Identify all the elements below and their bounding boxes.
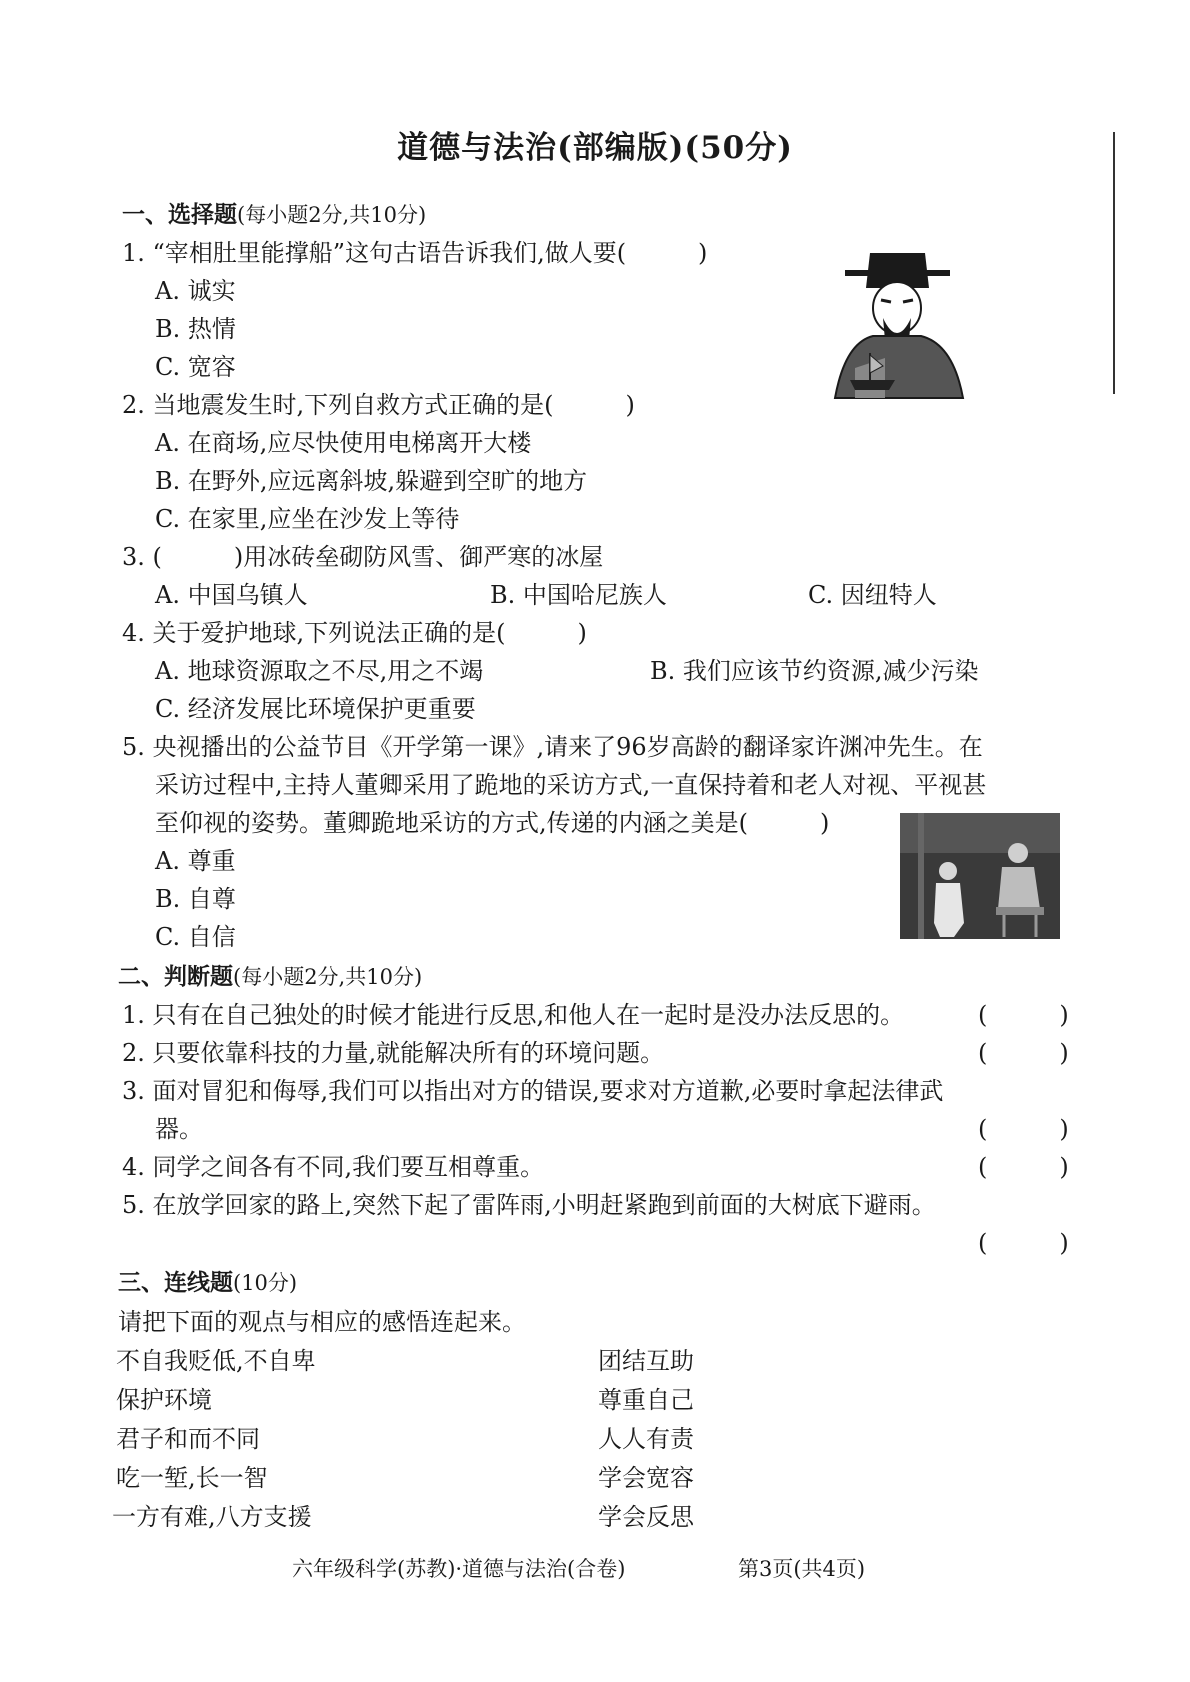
judge-paren-5: ( ) — [978, 1229, 1069, 1257]
section2-title: 二、判断题 — [118, 963, 233, 990]
section2-heading — [118, 962, 422, 992]
q3-option-c: C. 因纽特人 — [808, 581, 937, 609]
judge-item-1: 1. 只有在自己独处的时候才能进行反思,和他人在一起时是没办法反思的。 — [122, 1001, 905, 1029]
match-instruction: 请把下面的观点与相应的感悟连起来。 — [118, 1308, 526, 1336]
footer-subject: 六年级科学(苏教)·道德与法治(合卷) — [292, 1557, 626, 1581]
q3-stem: 3. ( )用冰砖垒砌防风雪、御严寒的冰屋 — [122, 543, 604, 571]
q3-option-a: A. 中国乌镇人 — [155, 581, 308, 609]
match-left-2: 保护环境 — [116, 1386, 212, 1414]
q1-option-b: B. 热情 — [155, 315, 236, 343]
q4-option-c: C. 经济发展比环境保护更重要 — [155, 695, 476, 723]
match-left-4: 吃一堑,长一智 — [116, 1464, 268, 1492]
judge-item-2: 2. 只要依靠科技的力量,就能解决所有的环境问题。 — [122, 1039, 665, 1067]
judge-item-4: 4. 同学之间各有不同,我们要互相尊重。 — [122, 1153, 545, 1181]
q5-line-3: 至仰视的姿势。董卿跪地采访的方式,传递的内涵之美是( ) — [155, 809, 830, 837]
judge-paren-2: ( ) — [978, 1039, 1069, 1067]
section2-note: (每小题2分,共10分) — [233, 965, 423, 989]
q5-option-c: C. 自信 — [155, 923, 236, 951]
match-right-1: 团结互助 — [598, 1347, 694, 1375]
match-left-5: 一方有难,八方支援 — [112, 1503, 312, 1531]
interview-photo — [900, 813, 1060, 939]
q4-stem: 4. 关于爱护地球,下列说法正确的是( ) — [122, 619, 587, 647]
judge-item-3-cont: 器。 — [155, 1115, 203, 1143]
section3-note: (10分) — [233, 1271, 298, 1295]
section1-title: 一、选择题 — [122, 201, 237, 228]
match-right-5: 学会反思 — [598, 1503, 694, 1531]
section3-heading — [118, 1268, 297, 1298]
section1-note: (每小题2分,共10分) — [237, 203, 427, 227]
match-right-3: 人人有责 — [598, 1425, 694, 1453]
q4-option-b: B. 我们应该节约资源,减少污染 — [650, 657, 979, 685]
q4-option-a: A. 地球资源取之不尽,用之不竭 — [155, 657, 484, 685]
section3-title: 三、连线题 — [118, 1269, 233, 1296]
footer-page-number: 第3页(共4页) — [738, 1557, 866, 1581]
minister-illustration — [825, 248, 970, 408]
q5-line-1: 5. 央视播出的公益节目《开学第一课》,请来了96岁高龄的翻译家许渊冲先生。在 — [122, 733, 983, 761]
match-left-3: 君子和而不同 — [116, 1425, 260, 1453]
scan-edge-line — [1113, 132, 1115, 394]
q5-line-2: 采访过程中,主持人董卿采用了跪地的采访方式,一直保持着和老人对视、平视甚 — [155, 771, 987, 799]
judge-paren-3: ( ) — [978, 1115, 1069, 1143]
q1-stem: 1. “宰相肚里能撑船”这句古语告诉我们,做人要( ) — [122, 239, 708, 267]
q1-option-a: A. 诚实 — [155, 277, 236, 305]
q2-stem: 2. 当地震发生时,下列自救方式正确的是( ) — [122, 391, 635, 419]
q1-option-c: C. 宽容 — [155, 353, 236, 381]
q5-option-b: B. 自尊 — [155, 885, 236, 913]
judge-item-3: 3. 面对冒犯和侮辱,我们可以指出对方的错误,要求对方道歉,必要时拿起法律武 — [122, 1077, 944, 1105]
match-right-4: 学会宽容 — [598, 1464, 694, 1492]
match-left-1: 不自我贬低,不自卑 — [116, 1347, 316, 1375]
q2-option-c: C. 在家里,应坐在沙发上等待 — [155, 505, 460, 533]
section1-heading — [122, 200, 426, 230]
q2-option-b: B. 在野外,应远离斜坡,躲避到空旷的地方 — [155, 467, 588, 495]
match-right-2: 尊重自己 — [598, 1386, 694, 1414]
q2-option-a: A. 在商场,应尽快使用电梯离开大楼 — [155, 429, 532, 457]
page-title: 道德与法治(部编版)(50分) — [397, 130, 793, 166]
judge-paren-1: ( ) — [978, 1001, 1069, 1029]
q5-option-a: A. 尊重 — [155, 847, 236, 875]
judge-paren-4: ( ) — [978, 1153, 1069, 1181]
judge-item-5: 5. 在放学回家的路上,突然下起了雷阵雨,小明赶紧跑到前面的大树底下避雨。 — [122, 1191, 936, 1219]
q3-option-b: B. 中国哈尼族人 — [490, 581, 667, 609]
